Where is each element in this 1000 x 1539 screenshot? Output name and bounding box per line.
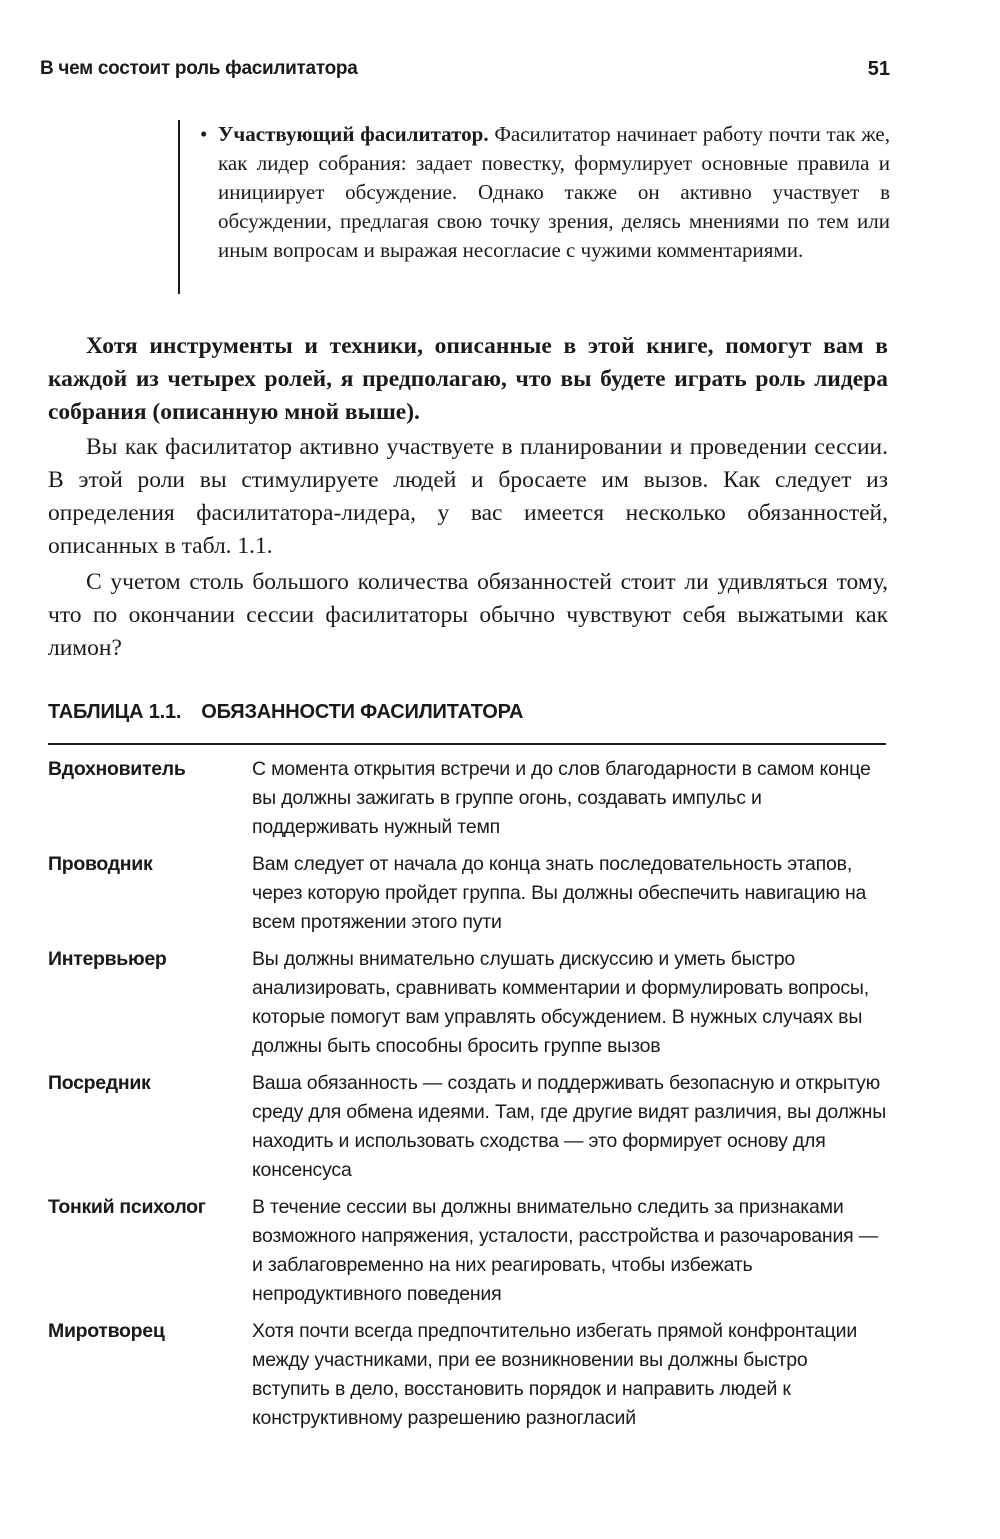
bold-paragraph: Хотя инструменты и техники, описанные в этой книге, помогут вам в каждой из четырех ролей, я предполагаю, что вы будете играть роль лидера собрания (описанную мной выше).: [48, 333, 888, 425]
role-cell: Проводник: [48, 853, 153, 875]
role-cell: Тонкий психолог: [48, 1196, 206, 1218]
role-cell: Интервьюер: [48, 948, 167, 970]
table-top-rule: [48, 743, 886, 745]
description-cell: Вы должны внимательно слушать дискуссию и уметь быстро анализировать, сравнивать комментарии и формулировать вопросы, которые помогут вам управлять обсуждением. В нужных случаях вы должны быть способны бросить группе вызов: [252, 948, 869, 1057]
bullet-term: Участвующий фасилитатор.: [218, 122, 489, 146]
body-paragraph-1: Вы как фасилитатор активно участвуете в планировании и проведении сессии. В этой роли вы стимулируете людей и бросаете им вызов. Как следует из определения фасилитатора-лидера, у вас имеется несколько обязанностей, описанных в табл. 1.1.: [48, 434, 888, 559]
table-row: [48, 945, 888, 1069]
bullet-icon: •: [200, 122, 208, 146]
description-cell: Вам следует от начала до конца знать последовательность этапов, через которую пройдет группа. Вы должны обеспечить навигацию на всем протяжении этого пути: [252, 853, 867, 933]
running-head: [40, 58, 890, 92]
description-cell: Хотя почти всегда предпочтительно избегать прямой конфронтации между участниками, при ее возникновении вы должны быстро вступить в дело, восстановить порядок и направить людей к конструктивному разрешению разногласий: [252, 1320, 858, 1429]
bullet-paragraph: [200, 120, 890, 265]
role-cell: Вдохновитель: [48, 758, 186, 780]
duties-table: [48, 755, 888, 1441]
bullet-text: Фасилитатор начинает работу почти так же, как лидер собрания: задает повестку, формулирует основные правила и инициирует обсуждение. Однако также он активно участвует в обсуждении, предлагая свою точку зрения, делясь мнениями по тем или иным вопросам и выражая несогласие с чужими комментариями.: [218, 122, 891, 262]
table-row: [48, 850, 888, 945]
running-title: В чем состоит роль фасилитатора: [40, 58, 358, 79]
description-cell: В течение сессии вы должны внимательно следить за признаками возможного напряжения, усталости, расстройства и разочарования — и заблаговременно на них реагировать, чтобы избежать непродуктивного поведения: [252, 1196, 879, 1305]
role-cell: Миротворец: [48, 1320, 165, 1342]
table-row: [48, 1193, 888, 1317]
table-row: [48, 1317, 888, 1441]
table-row: [48, 755, 888, 850]
table-caption-title: ОБЯЗАННОСТИ ФАСИЛИТАТОРА: [201, 701, 524, 723]
table-caption-label: ТАБЛИЦА 1.1.: [48, 701, 182, 723]
table-row: [48, 1069, 888, 1193]
sidebar-note: [178, 120, 890, 294]
body-paragraph-2: С учетом столь большого количества обязанностей стоит ли удивляться тому, что по окончании сессии фасилитаторы обычно чувствуют себя выжатыми как лимон?: [48, 569, 888, 661]
table-caption: [48, 701, 523, 724]
description-cell: Ваша обязанность — создать и поддерживать безопасную и открытую среду для обмена идеями. Там, где другие видят различия, вы должны находить и использовать сходства — это формирует основу для консенсуса: [252, 1072, 887, 1181]
description-cell: С момента открытия встречи и до слов благодарности в самом конце вы должны зажигать в группе огонь, создавать импульс и поддерживать нужный темп: [252, 758, 871, 838]
role-cell: Посредник: [48, 1072, 151, 1094]
page-number: 51: [867, 58, 890, 80]
